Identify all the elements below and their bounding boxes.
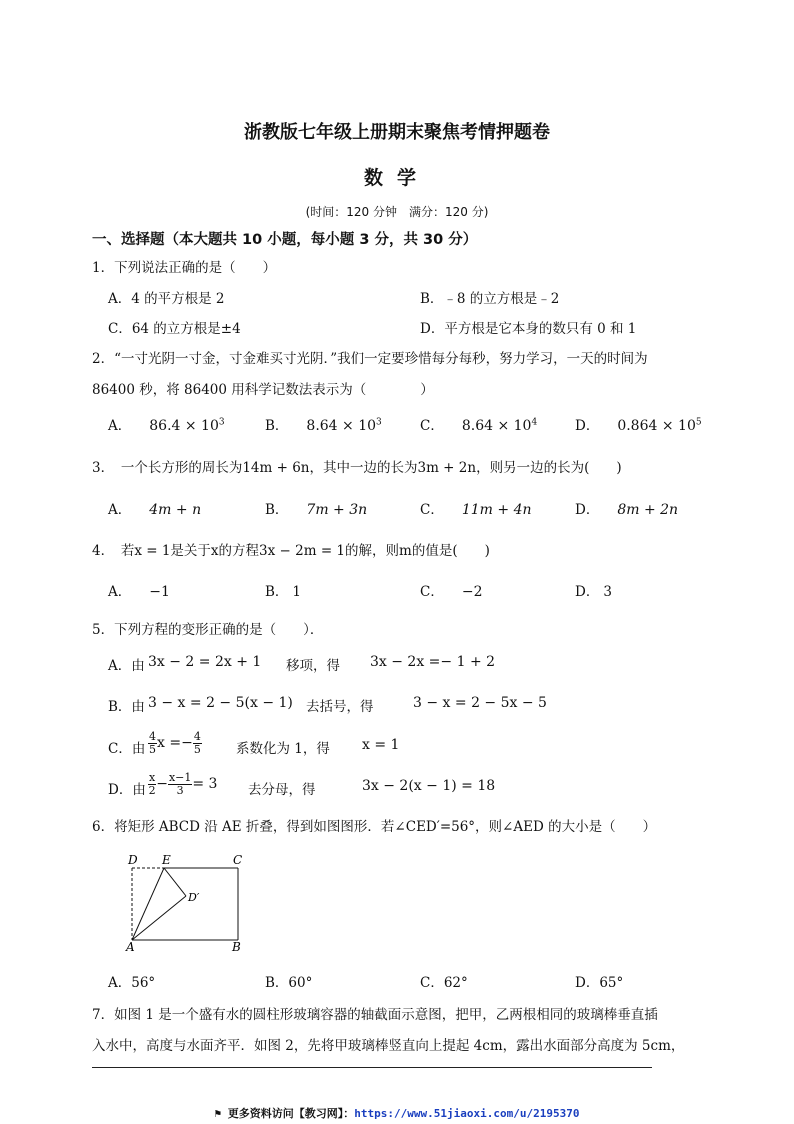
q3-option-d: D． 8m + 2n	[575, 502, 679, 518]
q3-option-b: B． 7m + 3n	[265, 502, 368, 518]
q1-stem: 1．下列说法正确的是（ ）	[92, 260, 277, 276]
q1-option-a: A．4 的平方根是 2	[108, 291, 225, 307]
footer	[0, 1105, 794, 1121]
exam-title: 浙教版七年级上册期末聚焦考情押题卷	[244, 122, 550, 143]
q5-option-b: B．由 3 − x = 2 − 5(x − 1) 去括号，得 3 − x = 2 − 5x − 5	[108, 695, 547, 715]
q3-option-c: C． 11m + 4n	[420, 502, 532, 518]
q2-stem-line1: 2．“一寸光阴一寸金，寸金难买寸光阴．”我们一定要珍惜每分每秒，努力学习，一天的时间为	[92, 351, 648, 367]
fig-label-e: E	[162, 853, 171, 867]
q7-stem-line2: 入水中，高度与水面齐平．如图 2，先将甲玻璃棒竖直向上提起 4cm，露出水面部分高度为 5cm，	[92, 1038, 685, 1054]
q5-option-c: C．由 $\frac{4}{5}$ x =− $\frac{4}{5}$ 系数化为 1，得 x = 1	[108, 730, 400, 757]
q2-stem-line2: 86400 秒，将 86400 用科学记数法表示为（ ）	[92, 382, 434, 398]
q6-stem: 6．将矩形 ABCD 沿 AE 折叠，得到如图图形．若∠CED′=56°，则∠AED 的大小是（ ）	[92, 819, 657, 835]
q2-option-b: B． $8.64 \times 10^3$	[265, 417, 382, 434]
q7-stem-line1: 7．如图 1 是一个盛有水的圆柱形玻璃容器的轴截面示意图，把甲，乙两根相同的玻璃棒垂直插	[92, 1007, 658, 1023]
fig-line-ad	[132, 896, 186, 940]
fig-line-ed	[164, 868, 186, 896]
exam-meta: (时间：120 分钟 满分：120 分)	[305, 205, 489, 219]
q4-option-d: D． 3	[575, 584, 612, 600]
q3-option-a: A． 4m + n	[108, 502, 202, 518]
q6-option-a: A．56°	[108, 975, 156, 991]
q2-option-a: A． $86.4 \times 10^3$	[108, 417, 225, 434]
q4-option-a: A． −1	[108, 584, 170, 600]
q1-option-b: B．﹣8 的立方根是﹣2	[420, 291, 560, 307]
fig-line-ae	[132, 868, 164, 940]
fig-label-d: D	[128, 853, 138, 867]
flag-icon: ⚑	[214, 1107, 228, 1120]
q4-option-b: B． 1	[265, 584, 302, 600]
fig-label-dprime: D′	[188, 891, 200, 904]
q5-stem: 5．下列方程的变形正确的是（ ）．	[92, 622, 324, 638]
q5-option-a: A．由 3x − 2 = 2x + 1 移项，得 3x − 2x =− 1 + 2	[108, 654, 496, 674]
q1-option-d: D．平方根是它本身的数只有 0 和 1	[420, 321, 637, 337]
q3-stem: 3． 一个长方形的周长为14m + 6n，其中一边的长为3m + 2n，则另一边的长为( )	[92, 460, 622, 476]
q6-figure	[120, 850, 255, 955]
q4-option-c: C． −2	[420, 584, 483, 600]
q6-option-d: D．65°	[575, 975, 624, 991]
q6-option-b: B．60°	[265, 975, 313, 991]
fig-label-a: A	[126, 940, 135, 954]
q2-option-c: C． $8.64 \times 10^4$	[420, 417, 538, 434]
fig-label-b: B	[232, 940, 241, 954]
section-heading: 一、选择题（本大题共 10 小题，每小题 3 分，共 30 分）	[92, 232, 478, 248]
q4-stem: 4． 若x = 1是关于x的方程3x − 2m = 1的解，则m的值是( )	[92, 543, 490, 559]
subject-title: 数学	[363, 167, 430, 189]
q6-option-c: C．62°	[420, 975, 468, 991]
footer-divider	[92, 1067, 652, 1068]
q2-option-d: D． $0.864 \times 10^5$	[575, 417, 702, 434]
fig-label-c: C	[233, 853, 243, 867]
q5-option-d: D．由 $\frac{x}{2}$ − $\frac{x-1}{3}$ = 3 去分母，得 3x − 2(x − 1) = 18	[108, 771, 496, 798]
footer-prefix: 更多资料访问【教习网】：	[227, 1107, 355, 1120]
q1-option-c: C．64 的立方根是±4	[108, 321, 241, 337]
footer-link[interactable]: https://www.51jiaoxi.com/u/2195370	[354, 1107, 580, 1120]
